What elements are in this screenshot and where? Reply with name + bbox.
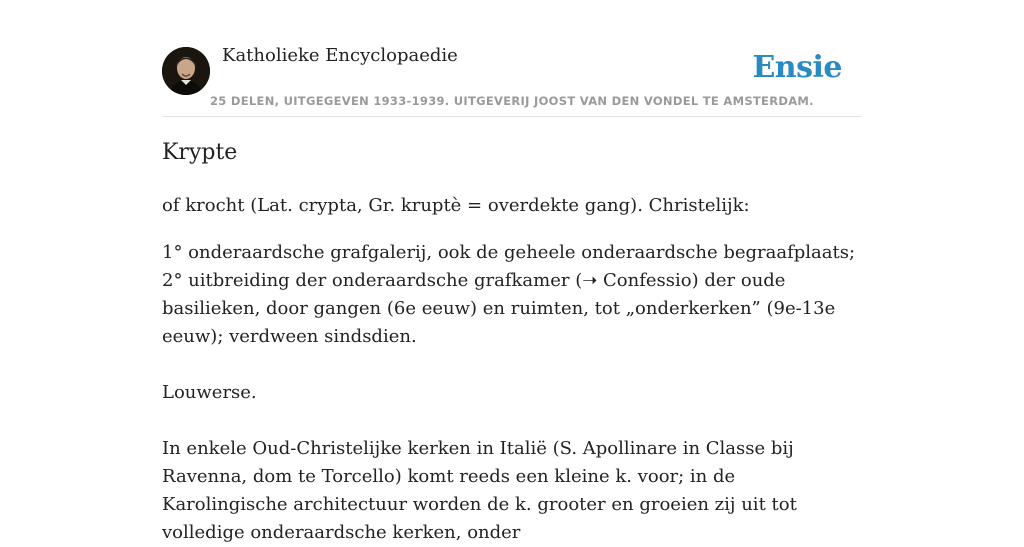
brand-logo[interactable]: Ensie [752, 50, 842, 85]
article-title: Krypte [162, 140, 238, 165]
page [162, 0, 862, 543]
definition-line-2: 2° uitbreiding der onderaardsche grafkamer (➝ Confessio) der oude basilieken, door gangen (6e eeuw) en ruimten, tot „onderkerken” (9e-13e eeuw); verdween sindsdien. [162, 270, 836, 347]
avatar[interactable] [162, 47, 210, 95]
source-title[interactable]: Katholieke Encyclopaedie [222, 45, 458, 66]
article-author: Louwerse. [162, 382, 257, 403]
source-subtitle: 25 DELEN, UITGEGEVEN 1933-1939. UITGEVERIJ JOOST VAN DEN VONDEL TE AMSTERDAM. [210, 94, 814, 108]
header [162, 0, 862, 117]
portrait-image [162, 47, 210, 95]
article-intro: of krocht (Lat. crypta, Gr. kruptè = overdekte gang). Christelijk: [162, 195, 750, 216]
definition-line-1: 1° onderaardsche grafgalerij, ook de geheele onderaardsche begraafplaats; [162, 242, 856, 263]
article-body [162, 192, 862, 547]
article-paragraph: In enkele Oud-Christelijke kerken in Italië (S. Apollinare in Classe bij Ravenna, dom te Torcello) komt reeds een kleine k. voor; in de Karolingische architectuur worden de k. grooter en groeien zij uit tot volledige onderaardsche kerken, onder [162, 438, 797, 543]
